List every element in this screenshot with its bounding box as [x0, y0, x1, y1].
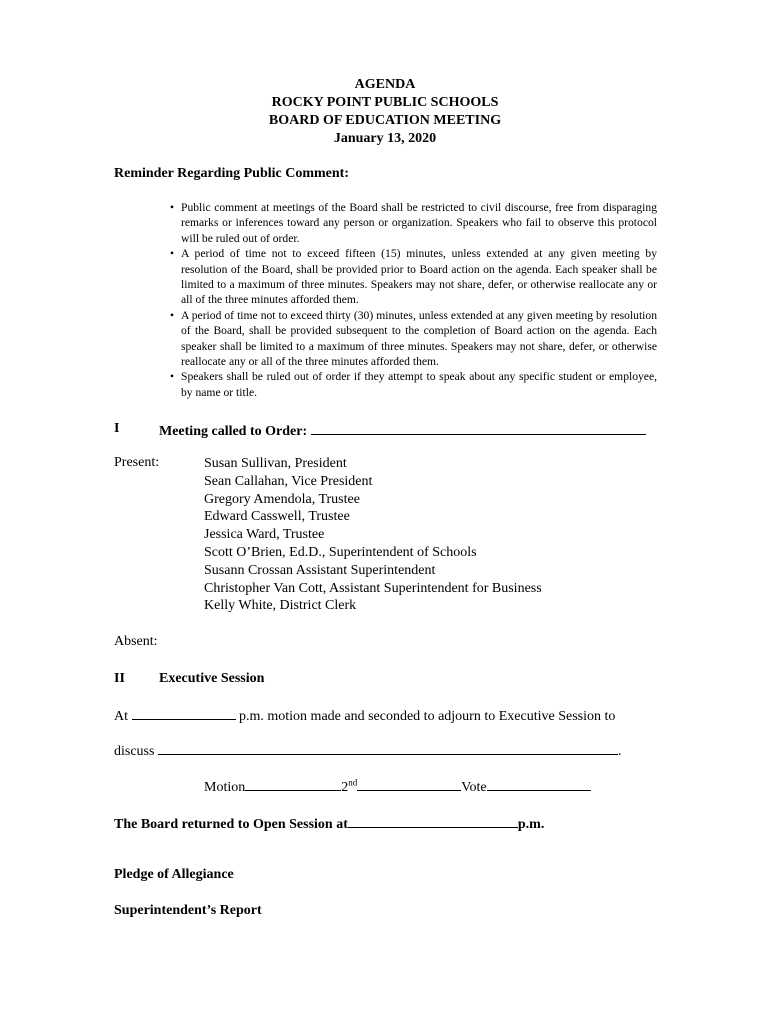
second-label: 2: [341, 780, 349, 795]
present-label: Present:: [114, 455, 160, 470]
section-1-numeral: I: [114, 421, 120, 436]
discuss-line: [114, 741, 621, 760]
reminder-heading: Reminder Regarding Public Comment:: [114, 166, 349, 181]
motion-blank: [245, 777, 341, 791]
section-1-title: Meeting called to Order:: [159, 424, 308, 439]
return-time-blank: [348, 814, 518, 828]
rule-item: • A period of time not to exceed fifteen (15) minutes, unless extended at any given meeting by resolution of the Board, shall be provided prior to Board action on the agenda. Each speaker shall be limited to a maximum of three minutes. Speakers may not share, defer, or otherwise reallocate any or all of the three minutes afforded them.: [170, 246, 657, 308]
doc-title-meeting: BOARD OF EDUCATION MEETING: [268, 113, 502, 128]
section-2-heading: Executive Session: [159, 671, 265, 686]
attendee: Jessica Ward, Trustee: [204, 527, 325, 543]
attendee-list: [204, 455, 542, 615]
absent-label: Absent:: [114, 634, 158, 649]
adjourn-time-blank: [132, 706, 236, 720]
doc-title-district: ROCKY POINT PUBLIC SCHOOLS: [271, 95, 499, 110]
returned-prefix: The Board returned to Open Session at: [114, 817, 348, 832]
motion-label: Motion: [204, 780, 246, 795]
attendee: Kelly White, District Clerk: [204, 598, 357, 614]
motion-line: [204, 777, 591, 796]
discuss-blank: [158, 741, 618, 755]
attendee: Susan Sullivan, President: [204, 456, 347, 471]
vote-label: Vote: [461, 780, 487, 795]
rule-item: • A period of time not to exceed thirty (30) minutes, unless extended at any given meeting by resolution of the Board, shall be provided subsequent to the completion of Board action on the agenda. Each speaker shall be limited to a maximum of three minutes. Speakers may not share, defer, or otherwise reallocate any or all of the three minutes afforded them.: [170, 308, 657, 370]
executive-session-line: [114, 706, 615, 725]
doc-title-agenda: AGENDA: [354, 77, 416, 92]
at-prefix: At: [114, 709, 128, 724]
attendee: Gregory Amendola, Trustee: [204, 491, 360, 507]
vote-blank: [487, 777, 591, 791]
public-comment-rules: [170, 200, 657, 400]
attendee: Scott O’Brien, Ed.D., Superintendent of Schools: [204, 544, 477, 560]
at-suffix: p.m. motion made and seconded to adjourn to Executive Session to: [239, 709, 616, 724]
discuss-prefix: discuss: [114, 744, 155, 759]
doc-title-date: January 13, 2020: [333, 131, 437, 146]
attendee: Christopher Van Cott, Assistant Superintendent for Business: [204, 580, 542, 596]
attendee: Sean Callahan, Vice President: [204, 473, 373, 489]
superintendent-report-heading: Superintendent’s Report: [114, 903, 262, 918]
section-2-numeral: II: [114, 671, 125, 686]
attendee: Susann Crossan Assistant Superintendent: [204, 562, 436, 578]
second-blank: [357, 777, 461, 791]
returned-suffix: p.m.: [517, 817, 545, 832]
section-1-heading: [159, 421, 646, 440]
call-to-order-time-line: [311, 421, 646, 435]
return-session-line: [114, 814, 544, 833]
rule-item: • Speakers shall be ruled out of order if they attempt to speak about any specific student or employee, by name or title.: [170, 369, 657, 400]
attendee: Edward Casswell, Trustee: [204, 509, 350, 525]
discuss-suffix: .: [617, 744, 622, 759]
pledge-heading: Pledge of Allegiance: [114, 867, 234, 882]
rule-item: • Public comment at meetings of the Board shall be restricted to civil discourse, free from disparaging remarks or inferences toward any person or organization. Speakers who fail to observe this protocol will be ruled out of order.: [170, 200, 657, 246]
second-sup: nd: [348, 777, 358, 788]
